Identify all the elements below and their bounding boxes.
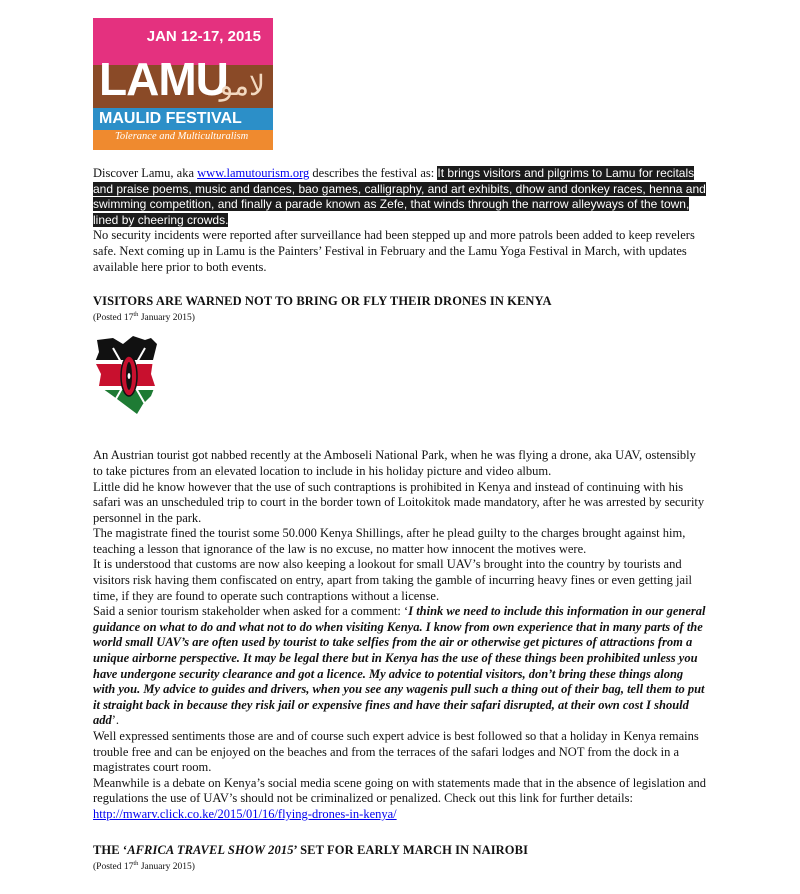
banner-subtitle: MAULID FESTIVAL — [99, 110, 242, 127]
lamu-festival-banner — [93, 18, 273, 150]
article-1-posted-date — [93, 309, 713, 324]
article-2-headline — [93, 843, 713, 858]
banner-date: JAN 12-17, 2015 — [146, 28, 261, 45]
headline-post: ’ SET FOR EARLY MARCH IN NAIROBI — [293, 842, 529, 857]
article-1-paragraph-1: An Austrian tourist got nabbed recently at the Amboseli National Park, when he was flying a drone, aka UAV, ostensibly to take pictures from an elevated location to include in his holiday picture and video album. — [93, 448, 696, 478]
article-1-paragraph-3: The magistrate fined the tourist some 50.000 Kenya Shillings, after he plead guilty to the charges brought against him, teaching a lesson that ignorance of the law is no excuse, no matter how innocent the motives were. — [93, 526, 686, 556]
intro-after-link: describes the festival as: — [309, 166, 438, 180]
last-para-lead: Meanwhile is a debate on Kenya’s social media scene going on with statements made that in the absence of legislation and regulations the use of UAV’s should not be criminalized or penalized. Check out this link for further details: — [93, 775, 707, 806]
banner-calligraphy-icon: لامو — [219, 71, 265, 102]
document-page — [93, 18, 713, 873]
quote-lead: Said a senior tourism stakeholder when asked for a comment: ‘ — [93, 604, 409, 619]
stakeholder-quote: I think we need to include this information in our general guidance on what to do and what not to do when visiting Kenya. I know from own experience that in many parts of the world small UAV’s are often used by tourist to take selfies from the air or otherwise get pictures of attractions from a unique airborne perspective. It may be legal there but in Kenya has the use of these things been prohibited unless you have undergone security clearance and got a licence. My advice to potential visitors, don’t bring these things along with you. My advice to guides and drivers, when you see any wagenis pull such a thing out of their bag, tell them to put it straight back in because they risk jail or expensive fines and have their safari disrupted, at their own cost I should add — [93, 604, 706, 728]
headline-italic: AFRICA TRAVEL SHOW 2015 — [127, 842, 294, 857]
posted-sup-2: th — [133, 859, 139, 867]
article-1-body — [93, 448, 708, 822]
article-2-posted-date — [93, 858, 713, 873]
intro-lead: Discover Lamu, aka — [93, 166, 198, 180]
drones-article-link[interactable]: http://mwarv.click.co.ke/2015/01/16/flying-drones-in-kenya/ — [93, 806, 397, 821]
article-1-paragraph-4: It is understood that customs are now also keeping a lookout for small UAV’s brought into the country by tourists and visitors risk having them confiscated on entry, apart from taking the gamble of incurring heavy fines or even getting jail time, if they are found to operate such contraptions without a license. — [93, 557, 693, 603]
article-1-last-paragraph — [93, 776, 708, 823]
article-1-paragraph-after: Well expressed sentiments those are and of course such expert advice is best followed so that a holiday in Kenya remains trouble free and can be enjoyed on the beaches and from the terraces of the safari lodges and NOT from the dock in a magistrates court room. — [93, 729, 699, 775]
article-1-paragraph-2: Little did he know however that the use of such contraptions is prohibited in Kenya and instead of continuing with his safari was an unscheduled trip to court in the border town of Loitokitok made mandatory, after he was arrested by security personnel in the park. — [93, 479, 705, 525]
kenya-flag-map-icon — [93, 334, 165, 416]
article-1-quote-paragraph — [93, 604, 708, 729]
posted-sup: th — [133, 311, 139, 319]
quote-end: ’. — [111, 713, 120, 728]
intro-highlighted-quote: It brings visitors and pilgrims to Lamu for recitals and praise poems, music and dances, bao games, calligraphy, and art exhibits, dhow and donkey races, henna and swimming competition, and finally a parade known as Zefe, that winds through the narrow alleyways of the town, lined by cheering crowds. — [93, 166, 706, 227]
lamutourism-link[interactable]: www.lamutourism.org — [197, 166, 310, 180]
intro-paragraph — [93, 166, 709, 228]
article-1-headline: VISITORS ARE WARNED NOT TO BRING OR FLY THEIR DRONES IN KENYA — [93, 294, 552, 309]
headline-pre: THE ‘ — [93, 842, 128, 857]
posted-pre: (Posted 17 — [93, 313, 134, 324]
banner-tagline: Tolerance and Multiculturalism — [115, 131, 249, 142]
posted-post-2: January 2015) — [138, 861, 195, 872]
intro-rest-paragraph: No security incidents were reported after surveillance had been stepped up and more patrols been added to keep revelers safe. Next coming up in Lamu is the Painters’ Festival in February and the Lamu Yoga Festival in March, with updates available here prior to both events. — [93, 228, 695, 274]
posted-post: January 2015) — [138, 313, 195, 324]
posted-pre-2: (Posted 17 — [93, 861, 134, 872]
banner-title: LAMU — [99, 53, 228, 105]
intro-section — [93, 166, 709, 275]
